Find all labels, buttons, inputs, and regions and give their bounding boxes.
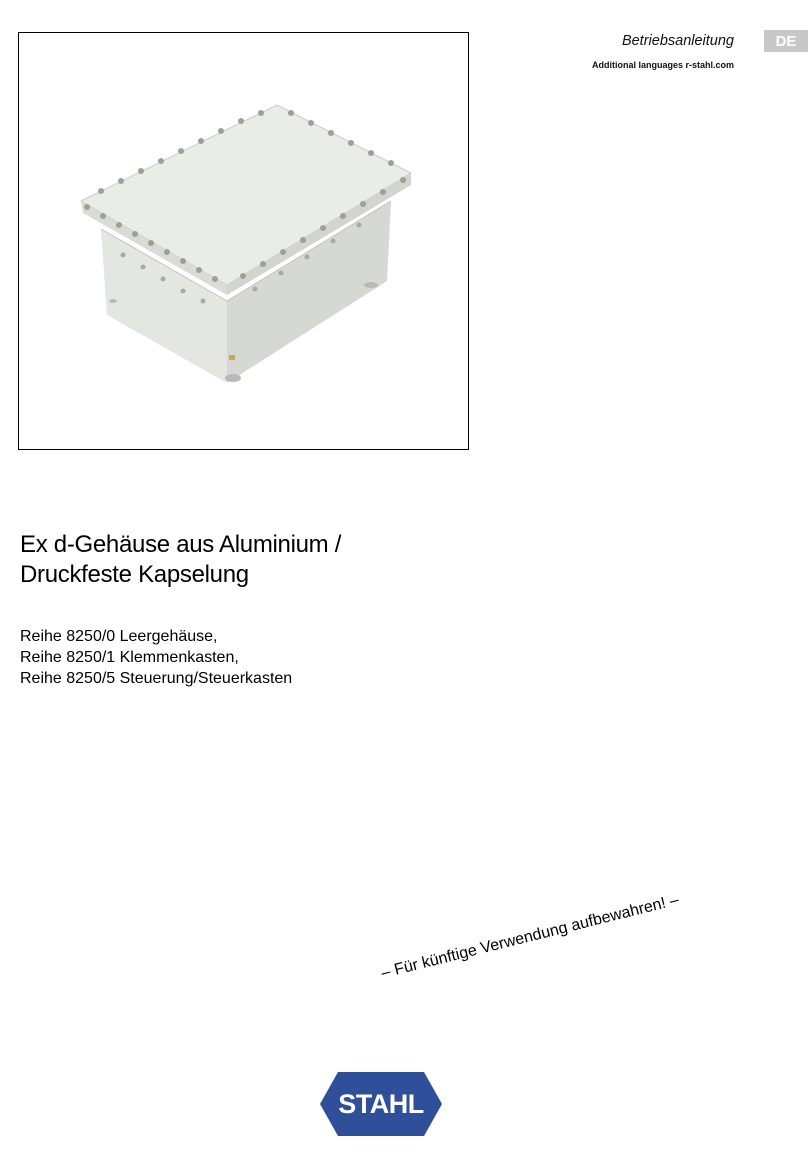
language-badge: DE (764, 30, 808, 52)
document-title (20, 530, 341, 590)
additional-languages-note: Additional languages r-stahl.com (591, 60, 734, 70)
title-line-2: Druckfeste Kapselung (20, 561, 249, 588)
series-item: Reihe 8250/0 Leergehäuse, (20, 628, 218, 645)
series-item: Reihe 8250/5 Steuerung/Steuerkasten (20, 670, 293, 687)
keep-for-future-note: – Für künftige Verwendung aufbewahren! – (379, 891, 681, 983)
stahl-logo (320, 1072, 442, 1136)
series-list (20, 626, 292, 689)
document-type-label: Betriebsanleitung (621, 33, 734, 49)
title-line-1: Ex d-Gehäuse aus Aluminium / (20, 531, 342, 558)
series-item: Reihe 8250/1 Klemmenkasten, (20, 649, 239, 666)
enclosure-illustration (19, 33, 470, 451)
logo-text: STAHL (338, 1088, 424, 1119)
product-photo-frame (18, 32, 469, 450)
